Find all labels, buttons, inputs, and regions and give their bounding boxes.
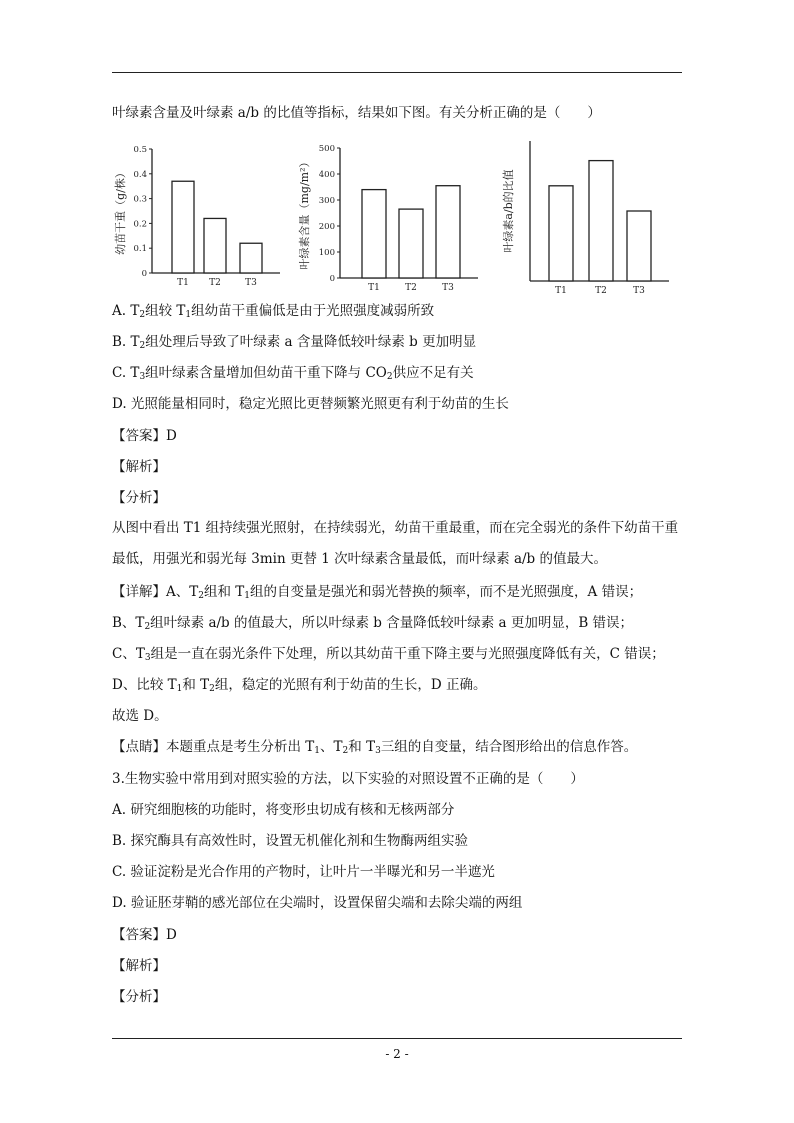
q2-detail-b: B、$T_2$组叶绿素 a/b 的值最大，所以叶绿素 b 含量降低较叶绿素 a 更加明显，B 错误； [112,615,634,632]
bar [362,190,386,278]
q2-option-c: C. $T_3$组叶绿素含量增加但幼苗干重下降与 $CO_2$供应不足有关 [112,365,474,382]
q2-answer: 【答案】D [112,428,177,444]
y-tick-label: 0.4 [133,169,147,180]
y-tick-label: 0 [329,274,335,284]
y-axis-label: 叶绿素含量（mg/m²） [298,156,311,270]
q3-option-a: A. 研究细胞核的功能时，将变形虫切成有核和无核两部分 [112,802,455,818]
q3-stem: 3.生物实验中常用到对照实验的方法，以下实验的对照设置不正确的是（ ） [112,771,584,787]
x-tick-label: T1 [177,278,189,288]
bar [240,243,262,273]
bar [399,209,423,278]
y-tick-label: 100 [318,248,335,258]
y-tick-label: 0 [141,269,147,279]
bar [627,211,651,281]
x-tick-label: T2 [595,286,607,296]
bar [549,186,573,281]
header-rule [112,72,682,73]
q2-dianjing: 【点睛】本题重点是考生分析出 $T_1$、$T_2$和 $T_3$三组的自变量，结合图形给出的信息作答。 [112,739,638,756]
y-tick-label: 0.5 [133,145,147,155]
y-tick-label: 400 [318,170,335,180]
q3-jiexi-heading: 【解析】 [112,958,166,974]
y-tick-label: 0.2 [133,219,147,230]
q2-fenxi-text: 从图中看出 T1 组持续强光照射，在持续弱光，幼苗干重最重，而在完全弱光的条件下幼苗干重最低，用强光和弱光每 3min 更替 1 次叶绿素含量最低，而叶绿素 a/b 的值最大。 [112,520,679,567]
q2-detail-d: D、比较 $T_1$和 $T_2$组，稳定的光照有利于幼苗的生长，D 正确。 [112,677,487,694]
q3-fenxi-heading: 【分析】 [112,989,166,1005]
y-tick-label: 500 [318,144,335,154]
x-tick-label: T2 [209,278,221,288]
q3-option-b: B. 探究酶具有高效性时，设置无机催化剂和生物酶两组实验 [112,833,469,849]
q2-detail-a: 【详解】A、$T_2$组和 $T_1$组的自变量是强光和弱光替换的频率，而不是光照强度，A 错误； [112,584,643,601]
q3-option-c: C. 验证淀粉是光合作用的产物时，让叶片一半曝光和另一半遮光 [112,864,495,880]
chart-chlorophyll-content [297,144,478,293]
q2-option-a: A. $T_2$组较 $T_1$组幼苗干重偏低是由于光照强度减弱所致 [112,303,435,320]
bar [436,186,460,278]
q3-option-d: D. 验证胚芽鞘的感光部位在尖端时，设置保留尖端和去除尖端的两组 [112,895,523,911]
x-tick-label: T3 [633,286,645,296]
footer-rule [112,1038,682,1039]
intro-text: 叶绿素含量及叶绿素 a/b 的比值等指标，结果如下图。有关分析正确的是（ ） [112,105,601,121]
bar [204,218,226,273]
q2-option-b: B. $T_2$组处理后导致了叶绿素 a 含量降低较叶绿素 b 更加明显 [112,334,477,351]
x-tick-label: T2 [405,283,417,293]
chart-chlorophyll-ab-ratio [501,141,669,296]
chart-group [112,128,684,296]
y-tick-label: 300 [318,196,335,206]
y-axis-label: 叶绿素a/b的比值 [502,169,515,253]
chart-dry-weight [113,145,280,288]
bar [589,161,613,281]
q3-answer: 【答案】D [112,927,177,943]
x-tick-label: T3 [442,283,454,293]
q2-detail-c: C、$T_3$组是一直在弱光条件下处理，所以其幼苗干重下降主要与光照强度降低有关，C 错误； [112,646,665,663]
x-tick-label: T3 [245,278,257,288]
y-tick-label: 0.1 [133,244,147,255]
y-tick-label: 0.3 [133,194,147,205]
figure [112,128,684,296]
x-tick-label: T1 [555,286,567,296]
q2-fenxi-heading: 【分析】 [112,490,166,506]
bar [172,181,194,273]
q2-option-d: D. 光照能量相同时，稳定光照比更替频繁光照更有利于幼苗的生长 [112,396,509,412]
q2-jiexi-heading: 【解析】 [112,459,166,475]
y-axis-label: 幼苗干重（g/株） [114,167,127,255]
page-number: - 2 - [385,1047,409,1061]
q2-choose: 故选 D。 [112,708,168,724]
y-tick-label: 200 [318,222,335,232]
x-tick-label: T1 [368,283,380,293]
